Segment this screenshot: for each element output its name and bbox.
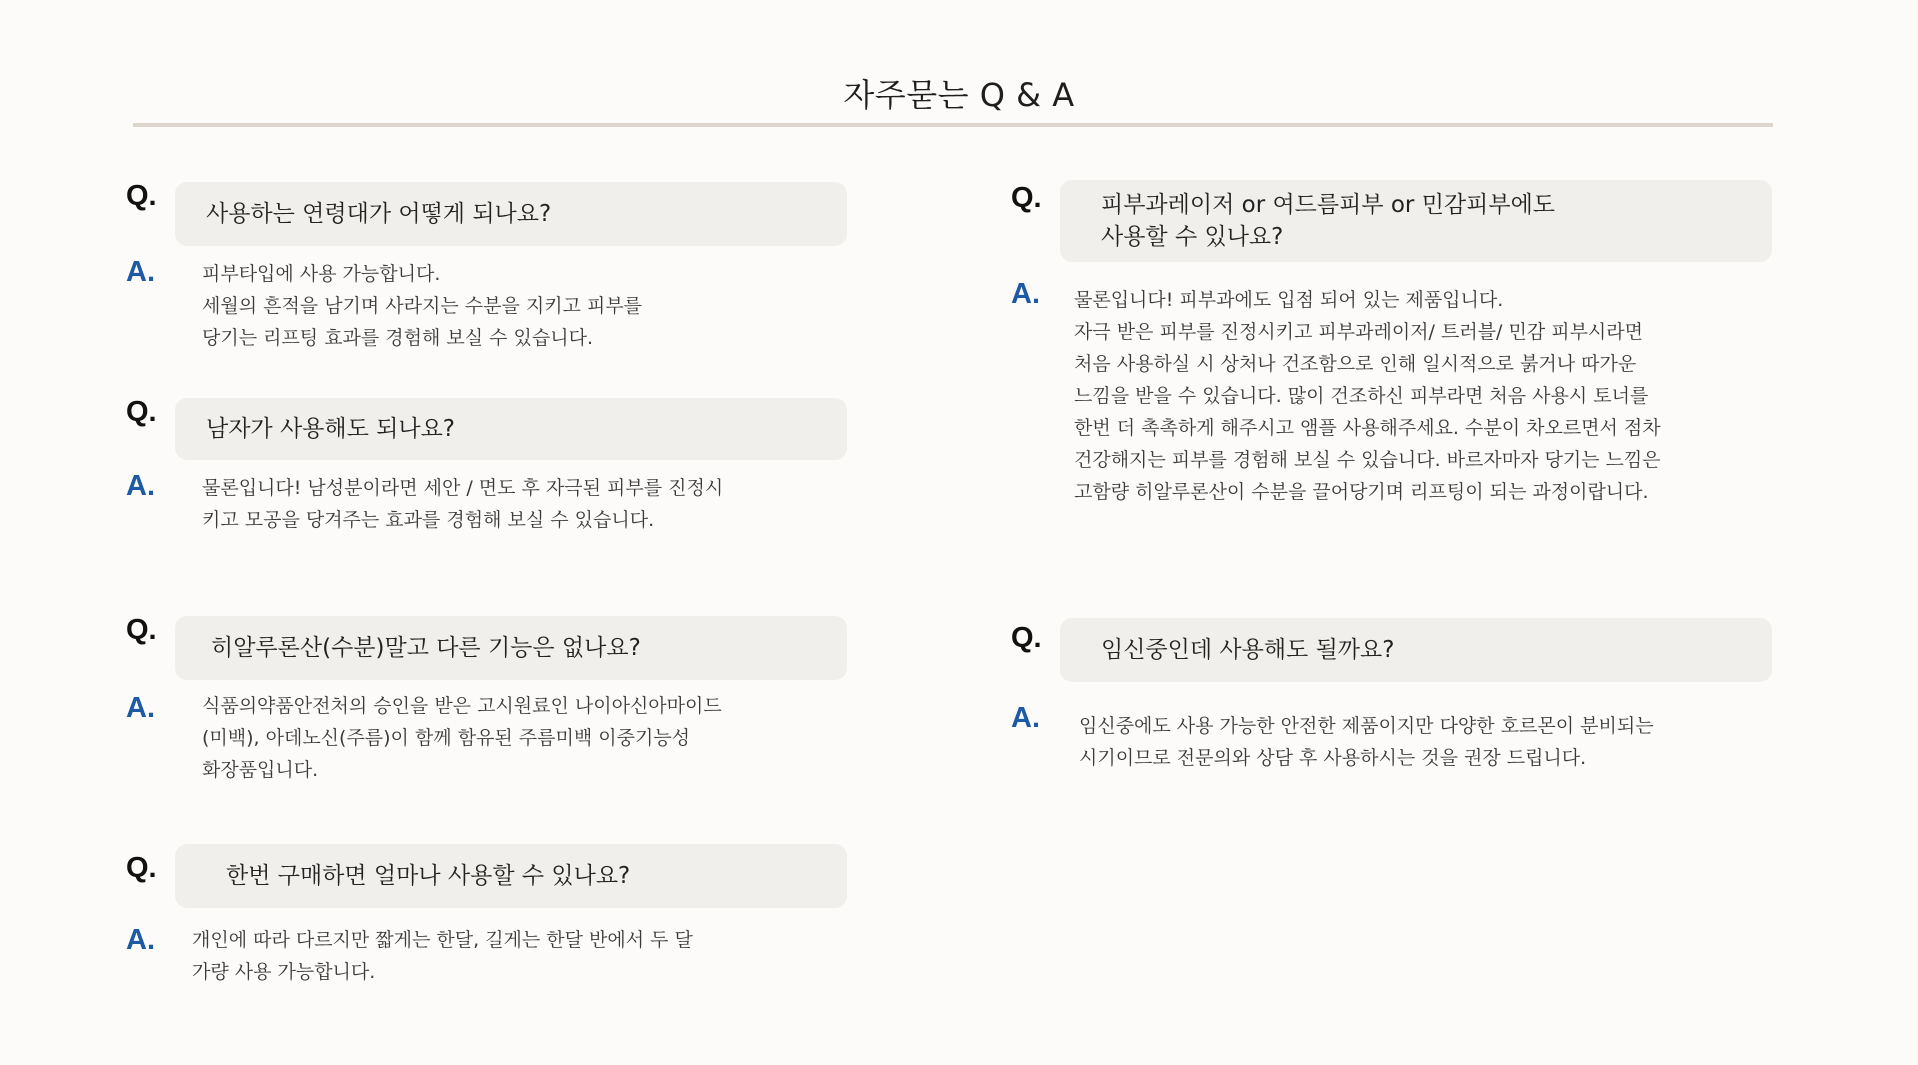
question-marker: Q. xyxy=(126,180,157,212)
question-text-line-2: 사용할 수 있나요? xyxy=(1101,224,1284,250)
answer-marker: A. xyxy=(1011,702,1040,734)
question-text: 사용하는 연령대가 어떻게 되나요? xyxy=(206,201,552,227)
title-divider xyxy=(133,123,1773,127)
question-box xyxy=(175,182,847,246)
answer-text: 임신중에도 사용 가능한 안전한 제품이지만 다양한 호르몬이 분비되는 시기이므로 전문의와 상담 후 사용하시는 것을 권장 드립니다. xyxy=(1079,715,1654,769)
answer-text: 개인에 따라 다르지만 짧게는 한달, 길게는 한달 반에서 두 달 가량 사용 가능합니다. xyxy=(192,929,693,983)
question-text: 임신중인데 사용해도 될까요? xyxy=(1101,637,1395,663)
page-title: 자주묻는 Q & A xyxy=(843,76,1075,114)
answer-marker: A. xyxy=(126,256,155,288)
question-marker: Q. xyxy=(126,614,157,646)
question-marker: Q. xyxy=(126,852,157,884)
answer-marker: A. xyxy=(126,924,155,956)
question-box xyxy=(175,844,847,908)
question-text: 남자가 사용해도 되나요? xyxy=(206,416,456,442)
answer-text: 피부타입에 사용 가능합니다. 세월의 흔적을 남기며 사라지는 수분을 지키고 피부를 당기는 리프팅 효과를 경험해 보실 수 있습니다. xyxy=(202,263,643,349)
question-box xyxy=(1060,618,1772,682)
question-box xyxy=(1060,180,1772,262)
answer-text: 물론입니다! 피부과에도 입점 되어 있는 제품입니다. 자극 받은 피부를 진정시키고 피부과레이저/ 트러블/ 민감 피부시라면 처음 사용하실 시 상처나 건조함으로 인해 일시적으로 붉거나 따가운 느낌을 받을 수 있습니다. 많이 건조하신 피부라면 처음 사용시 토너를 한번 더 촉촉하게 해주시고 앰플 사용해주세요. 수분이 차오르면서 점차 건강해지는 피부를 경험해 보실 수 있습니다. 바르자마자 당기는 느낌은 고함량 히알루론산이 수분을 끌어당기며 리프팅이 되는 과정이랍니다. xyxy=(1074,289,1661,503)
question-marker: Q. xyxy=(1011,182,1042,214)
answer-marker: A. xyxy=(126,692,155,724)
answer-marker: A. xyxy=(1011,278,1040,310)
question-box xyxy=(175,398,847,460)
question-text: 히알루론산(수분)말고 다른 기능은 없나요? xyxy=(211,635,641,661)
question-text: 한번 구매하면 얼마나 사용할 수 있나요? xyxy=(226,863,631,889)
question-box xyxy=(175,616,847,680)
answer-text: 식품의약품안전처의 승인을 받은 고시원료인 나이아신아마이드 (미백), 아데노신(주름)이 함께 함유된 주름미백 이중기능성 화장품입니다. xyxy=(202,695,722,781)
question-marker: Q. xyxy=(126,396,157,428)
question-marker: Q. xyxy=(1011,622,1042,654)
answer-marker: A. xyxy=(126,470,155,502)
question-text-line-1: 피부과레이저 or 여드름피부 or 민감피부에도 xyxy=(1101,192,1556,218)
answer-text: 물론입니다! 남성분이라면 세안 / 면도 후 자극된 피부를 진정시 키고 모공을 당겨주는 효과를 경험해 보실 수 있습니다. xyxy=(202,477,724,531)
